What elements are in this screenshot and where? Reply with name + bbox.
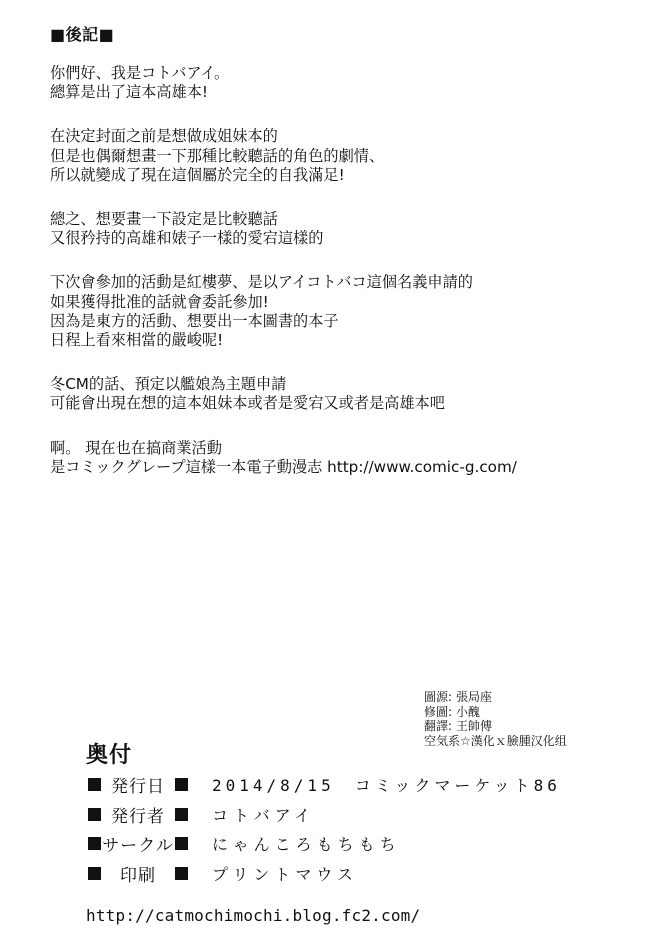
credit-value: 張局座 (456, 690, 493, 704)
colophon-value: 2014/8/15 コミックマーケット86 (212, 776, 561, 796)
credit-row (424, 719, 634, 734)
text-line: 你們好、我是コトバアイ。 (50, 64, 230, 82)
credit-label: 修圖: (424, 704, 453, 719)
text-line: 如果獲得批准的話就會委託參加! (50, 292, 269, 311)
square-bullet-icon (175, 837, 188, 850)
circle-website-url: http://catmochimochi.blog.fc2.com/ (86, 906, 421, 925)
square-bullet-icon (88, 778, 101, 791)
colophon-title: 奥付 (86, 742, 133, 768)
text-line: 是コミックグレープ這樣一本電子動漫志 http://www.comic-g.com/ (50, 457, 517, 476)
text-line: 總算是出了這本高雄本! (50, 83, 208, 102)
credit-label: 翻譯: (424, 719, 453, 733)
text-line: 在決定封面之前是想做成姐妹本的 (50, 127, 278, 146)
colophon-row-circle (88, 829, 628, 859)
afterword-paragraph (50, 127, 620, 185)
afterword-paragraph (50, 210, 620, 248)
afterword-paragraph (50, 64, 620, 102)
text-line: 可能會出現在想的這本姐妹本或者是愛宕又或者是高雄本吧 (50, 394, 445, 413)
text-line: 又很矜持的高雄和婊子一樣的愛宕這樣的 (50, 229, 324, 248)
square-bullet-icon (88, 808, 101, 821)
square-bullet-icon (88, 867, 101, 880)
square-bullet-icon (175, 867, 188, 880)
text-line: 因為是東方的活動、想要出一本圖書的本子 (50, 311, 339, 330)
afterword-body (50, 64, 620, 502)
colophon-value: にゃんころもちもち (212, 835, 401, 855)
group-names: 空気系☆漢化ｘ臉腫汉化组 (424, 733, 567, 748)
colophon-row-printer (88, 859, 628, 889)
colophon-value: コトバアイ (212, 805, 316, 825)
credit-row (424, 734, 634, 749)
square-bullet-icon (175, 778, 188, 791)
text-line: 啊。 現在也在搞商業活動 (50, 438, 222, 457)
square-bullet-icon (175, 808, 188, 821)
square-bullet-icon (88, 837, 101, 850)
credit-row (424, 705, 634, 720)
text-line: 下次會參加的活動是紅樓夢、是以アイコトバコ這個名義申請的 (50, 273, 473, 292)
colophon-label: 印刷 (120, 865, 156, 886)
afterword-paragraph (50, 375, 620, 413)
colophon-label: サークル (102, 836, 174, 857)
afterword-heading: ■後記■ (50, 25, 115, 44)
colophon-value: プリントマウス (212, 864, 358, 884)
credit-value: 王帥傅 (456, 719, 493, 733)
colophon-table (88, 770, 628, 888)
text-line: 但是也偶爾想畫一下那種比較聽話的角色的劇情、 (50, 146, 385, 165)
credit-label: 圖源: (424, 690, 453, 704)
credit-value: 小醜 (456, 704, 481, 719)
colophon-row-publisher (88, 800, 628, 830)
colophon-label: 発行日 (111, 777, 165, 798)
colophon-label: 発行者 (111, 806, 165, 827)
afterword-paragraph (50, 439, 620, 477)
colophon-row-date (88, 770, 628, 800)
text-line: 日程上看來相當的嚴峻呢! (50, 331, 224, 350)
afterword-paragraph (50, 273, 620, 350)
translation-credits (424, 690, 634, 748)
text-line: 冬CM的話、預定以艦娘為主題申請 (50, 375, 287, 394)
text-line: 所以就變成了現在這個屬於完全的自我滿足! (50, 165, 345, 184)
text-line: 總之、想要畫一下設定是比較聽話 (50, 210, 278, 229)
credit-row (424, 690, 634, 705)
